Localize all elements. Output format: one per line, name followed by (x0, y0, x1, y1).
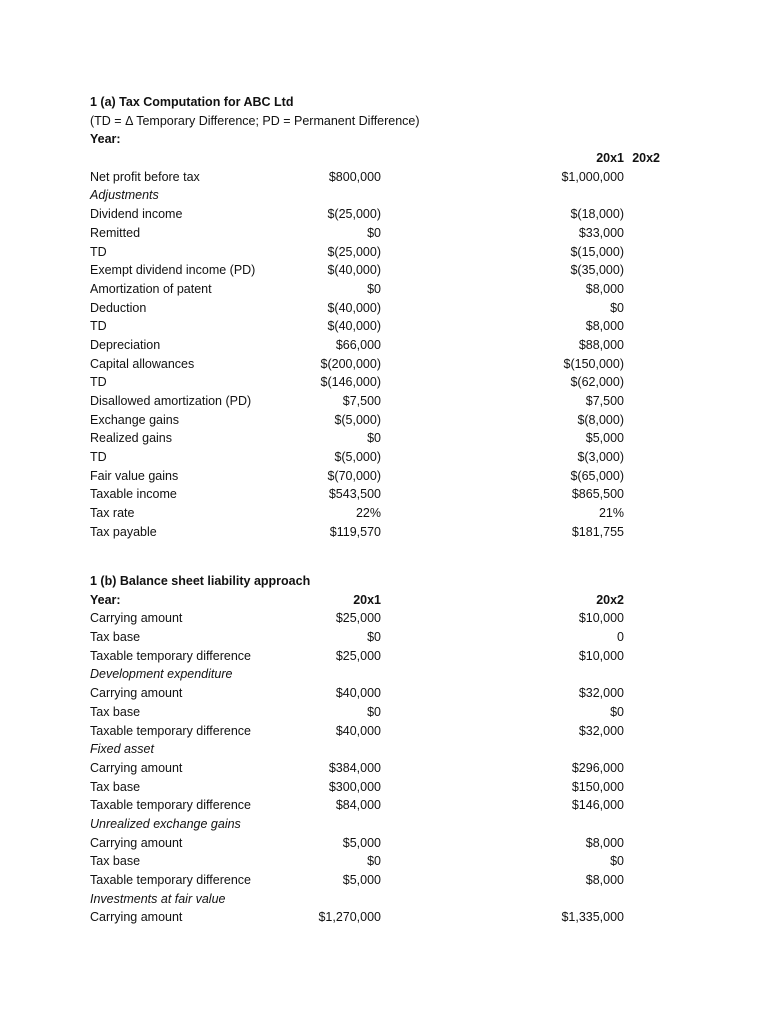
row-label: Tax base (90, 854, 141, 869)
row-value-2: $146,000 (571, 798, 624, 813)
row-value-1: $(200,000) (320, 356, 381, 371)
row-value-1: $0 (367, 630, 381, 645)
row-value-1: $5,000 (342, 873, 381, 887)
table-row (90, 504, 690, 523)
row-label: Tax base (90, 779, 141, 794)
table-row (90, 834, 690, 853)
row-value-2: 21% (598, 506, 624, 521)
row-value-1: $(70,000) (327, 468, 381, 483)
row-value-2: $5,000 (585, 431, 624, 446)
table-row (90, 523, 690, 542)
section-b-year-row (90, 591, 690, 610)
row-label: Disallowed amortization (PD) (90, 394, 252, 408)
table-row (90, 647, 690, 666)
table-row (90, 703, 690, 722)
row-label: Carrying amount (90, 611, 183, 626)
row-label: TD (90, 450, 107, 465)
row-value-1: $543,500 (328, 487, 381, 502)
column-header-20x2: 20x2 (596, 592, 624, 607)
row-label: TD (90, 319, 107, 334)
tax-computation-section (90, 93, 690, 542)
row-label: Net profit before tax (90, 169, 200, 184)
table-row (90, 796, 690, 815)
balance-sheet-liability-section (90, 572, 690, 927)
row-value-1: $(146,000) (320, 375, 381, 390)
table-row (90, 336, 690, 355)
row-label: Amortization of patent (90, 281, 212, 296)
row-value-2: $865,500 (571, 487, 624, 502)
table-row (90, 722, 690, 741)
row-value-1: $800,000 (328, 169, 381, 184)
row-value-2: $(62,000) (570, 375, 624, 390)
row-value-1: $25,000 (335, 611, 381, 626)
row-value-1: $384,000 (328, 760, 381, 775)
table-row (90, 205, 690, 224)
table-row (90, 628, 690, 647)
row-label: Capital allowances (90, 356, 195, 371)
table-row (90, 448, 690, 467)
section-a-title: 1 (a) Tax Computation for ABC Ltd (90, 95, 294, 109)
section-b-year-label: Year: (90, 592, 121, 607)
row-value-2: $150,000 (571, 779, 624, 794)
row-value-2: $(35,000) (570, 263, 624, 278)
section-a-column-headers (90, 149, 690, 168)
row-label: Fixed asset (90, 742, 154, 757)
row-label: Remitted (90, 225, 141, 240)
section-a-year-label: Year: (90, 132, 121, 147)
row-value-1: $84,000 (335, 798, 381, 813)
row-value-1: $(5,000) (334, 412, 381, 427)
table-row (90, 778, 690, 797)
column-header-20x1: 20x1 (353, 592, 381, 607)
table-row (90, 429, 690, 448)
row-value-2: $(15,000) (570, 244, 624, 259)
row-label: Tax rate (90, 506, 135, 521)
row-value-1: $(40,000) (327, 300, 381, 315)
row-value-1: $25,000 (335, 648, 381, 663)
table-row (90, 665, 690, 684)
row-value-1: $(40,000) (327, 263, 381, 278)
row-label: Taxable temporary difference (90, 648, 251, 663)
table-row (90, 243, 690, 262)
row-label: Carrying amount (90, 760, 183, 775)
table-row (90, 261, 690, 280)
table-row (90, 224, 690, 243)
row-value-2: $0 (610, 854, 624, 869)
row-value-2: $181,755 (571, 524, 624, 539)
row-value-2: $(8,000) (577, 412, 624, 427)
row-value-1: $0 (367, 854, 381, 869)
table-row (90, 852, 690, 871)
row-value-2: $(3,000) (577, 450, 624, 465)
row-value-2: $32,000 (578, 723, 624, 738)
row-label: Carrying amount (90, 910, 183, 925)
column-header-20x2: 20x2 (632, 151, 660, 166)
row-value-1: $300,000 (328, 779, 381, 794)
row-value-2: $32,000 (578, 686, 624, 701)
row-value-1: $(5,000) (334, 450, 381, 465)
row-value-2: $8,000 (585, 281, 624, 296)
row-value-2: $(150,000) (563, 356, 624, 371)
row-value-2: $33,000 (578, 225, 624, 240)
table-row (90, 890, 690, 909)
row-value-1: $0 (367, 281, 381, 296)
table-row (90, 485, 690, 504)
row-label: Realized gains (90, 431, 172, 446)
row-label: Carrying amount (90, 835, 183, 850)
row-label: Adjustments (90, 188, 159, 203)
table-row (90, 684, 690, 703)
row-value-2: $88,000 (578, 337, 624, 352)
table-row (90, 740, 690, 759)
row-label: Deduction (90, 300, 147, 315)
row-value-1: $5,000 (342, 835, 381, 850)
row-value-2: $0 (610, 704, 624, 719)
row-label: Taxable temporary difference (90, 723, 251, 738)
row-value-2: $(18,000) (570, 207, 624, 222)
table-row (90, 186, 690, 205)
column-header-20x1: 20x1 (596, 151, 624, 166)
row-value-2: $1,000,000 (561, 169, 624, 184)
table-row (90, 280, 690, 299)
row-label: Dividend income (90, 207, 183, 222)
row-label: Development expenditure (90, 667, 233, 682)
row-label: Tax payable (90, 524, 157, 539)
row-label: Taxable income (90, 487, 177, 502)
table-row (90, 317, 690, 336)
row-value-1: $0 (367, 431, 381, 446)
row-value-1: $7,500 (342, 394, 381, 408)
row-label: Exempt dividend income (PD) (90, 263, 256, 278)
table-row (90, 392, 690, 411)
table-row (90, 373, 690, 392)
section-a-subtitle: (TD = Δ Temporary Difference; PD = Permanent Difference) (90, 113, 420, 128)
row-value-2: $(65,000) (570, 468, 624, 483)
row-label: Unrealized exchange gains (90, 816, 241, 831)
row-value-1: $0 (367, 704, 381, 719)
row-label: Carrying amount (90, 686, 183, 701)
row-value-1: $40,000 (335, 686, 381, 701)
row-label: Fair value gains (90, 468, 179, 483)
row-label: TD (90, 375, 107, 390)
row-value-2: $10,000 (578, 611, 624, 626)
row-value-2: $8,000 (585, 319, 624, 334)
row-value-1: $1,270,000 (318, 910, 381, 925)
table-row (90, 299, 690, 318)
row-label: Investments at fair value (90, 891, 226, 906)
row-value-1: $(25,000) (327, 244, 381, 259)
row-value-2: $8,000 (585, 835, 624, 850)
section-b-title: 1 (b) Balance sheet liability approach (90, 574, 311, 588)
row-value-2: $8,000 (585, 873, 624, 887)
row-value-1: $66,000 (335, 337, 381, 352)
row-value-1: $40,000 (335, 723, 381, 738)
row-value-1: $(40,000) (327, 319, 381, 334)
row-label: TD (90, 244, 107, 259)
row-value-2: 0 (617, 630, 624, 645)
table-row (90, 871, 690, 890)
table-row (90, 168, 690, 187)
row-label: Exchange gains (90, 412, 179, 427)
row-label: Tax base (90, 630, 141, 645)
table-row (90, 815, 690, 834)
row-value-1: $0 (367, 225, 381, 240)
table-row (90, 609, 690, 628)
table-row (90, 908, 690, 927)
table-row (90, 355, 690, 374)
row-value-1: $119,570 (329, 524, 381, 539)
row-label: Depreciation (90, 337, 161, 352)
row-label: Tax base (90, 704, 141, 719)
row-value-2: $296,000 (571, 760, 624, 775)
row-value-2: $0 (610, 300, 624, 315)
row-label: Taxable temporary difference (90, 873, 251, 887)
row-value-2: $7,500 (585, 394, 624, 408)
row-value-2: $10,000 (578, 648, 624, 663)
table-row (90, 467, 690, 486)
row-label: Taxable temporary difference (90, 798, 251, 813)
row-value-1: 22% (355, 506, 381, 521)
row-value-1: $(25,000) (327, 207, 381, 222)
table-row (90, 411, 690, 430)
table-row (90, 759, 690, 778)
row-value-2: $1,335,000 (561, 910, 624, 925)
